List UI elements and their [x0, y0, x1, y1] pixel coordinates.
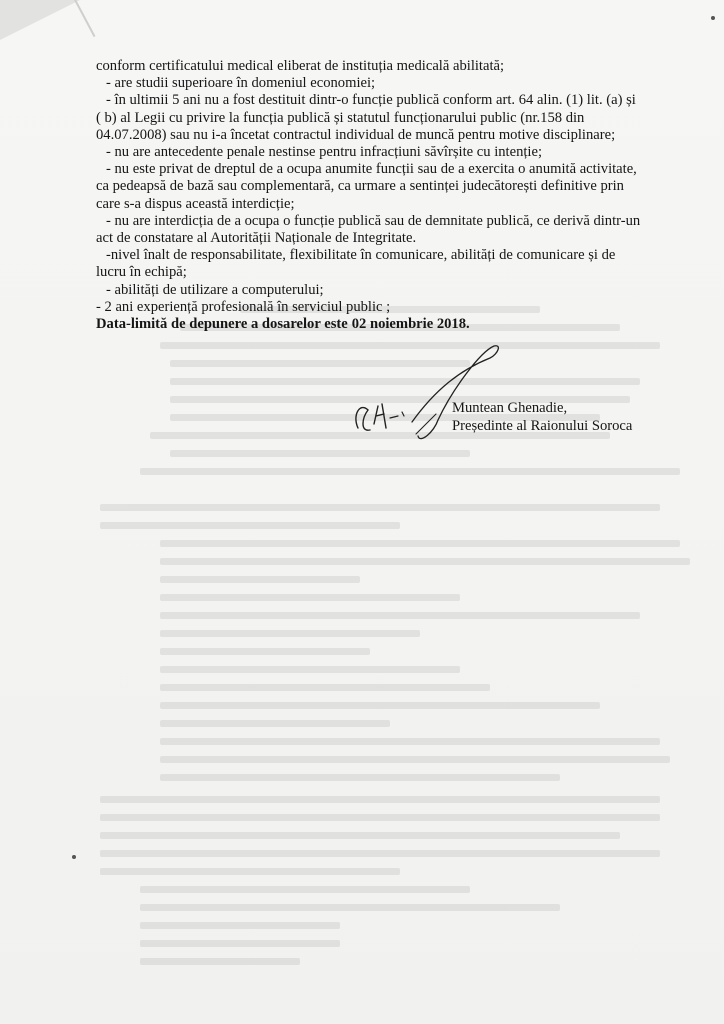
bleed-line: [100, 832, 620, 839]
requirements-text: [96, 58, 686, 333]
text-line: act de constatare al Autorității Naționale de Integritate.: [96, 230, 417, 247]
text-line: lucru în echipă;: [96, 264, 187, 281]
folded-corner: [0, 0, 80, 40]
bleed-line: [100, 814, 660, 821]
bleed-line: [160, 612, 640, 619]
bleed-line: [160, 594, 460, 601]
text-line: care s-a dispus această interdicție;: [96, 195, 295, 212]
text-line: - 2 ani experiență profesională în serviciul public ;: [96, 298, 391, 315]
bleed-line: [160, 720, 390, 727]
text-line: ( b) al Legii cu privire la funcția publică și statutul funcționarului public (nr.158 din: [96, 109, 585, 126]
signer-title: Președinte al Raionului Soroca: [452, 418, 633, 434]
text-line: - nu are interdicția de a ocupa o funcție publică sau de demnitate publică, ce derivă dintr-un: [106, 212, 641, 229]
text-line: 04.07.2008) sau nu i-a încetat contractul individual de muncă pentru motive disciplinare;: [96, 126, 616, 143]
scan-speck: [72, 855, 76, 859]
bleed-line: [160, 774, 560, 781]
text-line: - abilități de utilizare a computerului;: [106, 281, 324, 298]
bleed-line: [140, 904, 560, 911]
signer-block: [452, 399, 632, 435]
bleed-line: [160, 684, 490, 691]
bleed-line: [140, 958, 300, 965]
text-line: - nu are antecedente penale nestinse pentru infracțiuni săvîrșite cu intenție;: [106, 144, 543, 161]
bleed-line: [160, 630, 420, 637]
text-line: -nivel înalt de responsabilitate, flexibilitate în comunicare, abilități de comunicare și de: [106, 247, 616, 264]
bleed-line: [160, 756, 670, 763]
bleed-line: [100, 850, 660, 857]
bleed-line: [160, 666, 460, 673]
bleed-line: [160, 540, 680, 547]
bleed-line: [140, 468, 680, 475]
scan-speck: [711, 16, 715, 20]
bleed-line: [160, 576, 360, 583]
bleed-line: [100, 504, 660, 511]
bleed-line: [160, 558, 690, 565]
bleed-line: [100, 796, 660, 803]
deadline-date: 02 noiembrie 2018.: [351, 316, 470, 333]
bleed-line: [100, 522, 400, 529]
signer-name: Muntean Ghenadie,: [452, 400, 568, 416]
bleed-line: [160, 648, 370, 655]
deadline-label: Data-limită de depunere a dosarelor este: [96, 316, 348, 333]
deadline-line: [96, 316, 686, 333]
text-line: - nu este privat de dreptul de a ocupa anumite funcții sau de a exercita o anumită activitate,: [106, 161, 637, 178]
text-line: - în ultimii 5 ani nu a fost destituit dintr-o funcție publică conform art. 64 alin. (1) lit. (a) și: [106, 92, 636, 109]
bleed-line: [140, 922, 340, 929]
bleed-line: [160, 738, 660, 745]
bleed-line: [100, 868, 400, 875]
bleed-line: [160, 702, 600, 709]
text-line: - are studii superioare în domeniul economiei;: [106, 75, 376, 92]
bleed-line: [140, 940, 340, 947]
bleed-line: [140, 886, 470, 893]
text-line: conform certificatului medical eliberat de instituția medicală abilitată;: [96, 58, 505, 74]
text-line: ca pedeapsă de bază sau complementară, ca urmare a sentinței judecătorești definitive prin: [96, 178, 624, 195]
